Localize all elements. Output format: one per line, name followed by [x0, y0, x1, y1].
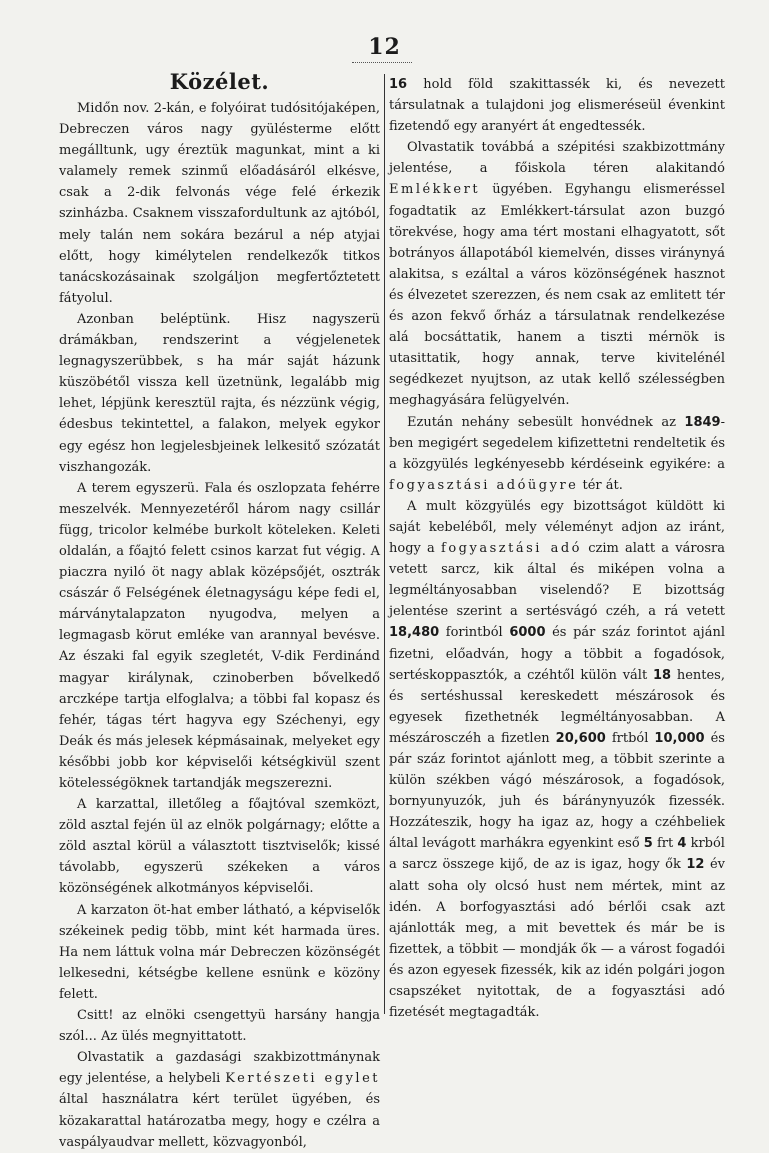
spaced-name: Kertészeti egylet	[225, 1071, 380, 1087]
text-run: Olvastatik továbbá a szépitési szakbizottmány jelentése, a főiskola téren alakitandó	[389, 140, 725, 177]
text-run: és pár száz forintot ajánlott meg, a többit szerinte a külön székben vágó mészárosok, a fogadósok, bornyunyuzók, juh és báránynyuzók fizessék. Hozzáteszik, hogy ha igaz az, hogy a czéhbeliek által levágott marhákra egyenkint eső	[389, 730, 725, 852]
text-run: frt	[656, 836, 674, 852]
column-divider	[384, 74, 385, 1014]
paragraph	[389, 412, 725, 496]
paragraph	[389, 137, 725, 411]
text-run: ügyében. Egyhangu elismeréssel fogadtatik az Emlékkert-társulat azon buzgó törekvése, hogy ama tért mostani elhagyatott, sőt botrányos állapotából kiemelvén, disses viránynyá alakitsa, s ezáltal a város közönségének hasznot és élvezetet szerezzen, és nem csak az emlitett tér és azon fekvő őrház a társulatnak rendelkezése alá bocsáttatik, hanem a tiszti mérnök is utasittatik, hogy annak, terve kivitelénél segédkezet nyujtson, az utak kellő szélességben meghagyására felügyelvén.	[389, 182, 725, 409]
text-run: czim alatt a városra vetett sarcz, kik által és miképen volna a legméltányosabban viselendő? E bizottság jelentése szerint a sertésvágó czéh, a rá vetett	[389, 541, 725, 620]
number: 1849	[684, 414, 721, 430]
text-run: tér át.	[582, 477, 623, 493]
text-run: hold föld szakittassék ki, és nevezett társulatnak a tulajdoni jog elismeréseül évenkint fizetendő egy aranyért át engedtessék.	[389, 77, 725, 135]
number: 16	[389, 77, 408, 92]
number: 12	[686, 857, 705, 873]
text-run: és pár száz forintot ajánl fizetni, előadván, hogy a többit a fogadósok, sertéskoppasztók, a czéhtől külön vált	[389, 625, 725, 683]
left-column	[59, 68, 380, 1153]
paragraph: A terem egyszerü. Fala és oszlopzata fehérre meszelvék. Mennyezetéről három nagy csillár függ, tricolor kelmébe burkolt köteleken. Keleti oldalán, a főajtó felett csinos karzat fut végig. A piaczra nyiló öt nagy ablak középsőjét, osztrák császár ő Felségének életnagyságu képe fedi el, márványtalapzaton nyugodva, melyen a legmagasb körut emléke van arannyal bevésve. Az északi fal egyik szegletét, V-dik Ferdinánd magyar királynak, czinoberben bővelkedő arczképe tartja elfoglalva; a többi fal kopasz és fehér, tágas tért hagyva egy Széchenyi, egy Deák és más jelesek képmásainak, melyeket egy későbbi jobb kor képviselői kétségkivül szent kötelességöknek tartandják megszerezni.	[59, 480, 380, 791]
paragraph: Csitt! az elnöki csengettyü harsány hangja szól... Az ülés megnyittatott.	[59, 1008, 380, 1045]
text-run: hentes, és sertéshussal kereskedett mészárosok és egyesek fizethetnék legméltányosabban. A mészárosczéh a fizetlen	[389, 667, 725, 746]
text-run: frtból	[611, 730, 649, 746]
paragraph: Azonban beléptünk. Hisz nagyszerü drámákban, rendszerint a végjelenetek legnagyszerübbek, s ha már saját házunk küszöbétől vissza kell üzetnünk, legalább mig lehet, lépjünk keresztül rajta, és nézzünk végig, édesbus tekintettel, a falakon, melyek egykor egy egész hon legjelesbjeinek lelkesitő szózatát viszhangozák.	[59, 311, 380, 475]
number: 20,600	[555, 730, 606, 746]
text-run: A mult közgyülés egy bizottságot küldött ki saját kebeléből, mely véleményt adjon az iránt, hogy a	[389, 498, 725, 557]
paragraph: A karzaton öt-hat ember látható, a képviselők székeinek pedig több, mint két harmada üres. Ha nem láttuk volna már Debreczen közönségét lelkesedni, kétségbe kellene esnünk e közöny felett.	[59, 902, 380, 1002]
number: 6000	[509, 625, 546, 641]
paragraph	[389, 74, 725, 137]
number: 18	[652, 667, 672, 683]
right-column	[389, 74, 725, 1023]
number: 4	[677, 836, 687, 852]
paragraph: Midőn nov. 2-kán, e folyóirat tudósitójaképen, Debreczen város nagy gyülésterme előtt megálltunk, ugy éreztük magunkat, mint a ki valamely remek szinmű előadásáról elkésve, csak a 2-dik felvonás vége felé érkezik szinházba. Csaknem visszafordultunk az ajtóból, mely talán nem sokára bezárul a nép atyjai előtt, hogy kimélytelen rendelkezők titkos tanácskozásainak szolgáljon megfertőztetett fátyolul.	[59, 101, 380, 306]
spaced-term: fogyasztási adó	[441, 541, 582, 557]
text-run: év alatt soha oly olcsó hust nem mértek, mint az idén. A borfogyasztási adó bérlői csak azt ajánlották meg, a mit bevettek és már be is fizettek, a többit — mondják ők — a várost fogadói és azon egyesek fizessék, kik az idén polgári jogon csapszéket nyitottak, de a fogyasztási adó fizetését megtagadták.	[389, 857, 726, 1021]
spaced-term: fogyasztási adóügyre	[389, 477, 579, 493]
page-number: 12	[368, 34, 401, 60]
text-run: Olvastatik a gazdasági szakbizottmánynak egy jelentése, a helybeli	[59, 1050, 380, 1087]
text-run: forintból	[445, 625, 503, 641]
paragraph	[389, 496, 725, 1023]
section-title: Közélet.	[169, 69, 270, 94]
spaced-name: Emlékkert	[389, 182, 481, 198]
text-run: Ezután nehány sebesült honvédnek az	[407, 414, 676, 430]
text-run: -ben megigért segedelem kifizettetni rendeltetik és a közgyülés legkényesebb kérdéseink egyikére: a	[389, 414, 725, 472]
text-run: krból a sarcz összege kijő, de az is igaz, hogy ők	[389, 836, 725, 873]
text-run: által használatra kért terület ügyében, és közakarattal határozatba megy, hogy e czélra a vaspályaudvar mellett, közvagyonból,	[59, 1092, 380, 1150]
number: 5	[643, 836, 653, 852]
paragraph	[59, 1047, 380, 1152]
paragraph: A karzattal, illetőleg a főajtóval szemközt, zöld asztal fején ül az elnök polgárnagy; előtte a zöld asztal körül a választott tisztviselők; kissé távolabb, egyszerü székeken a város közönségének alkotmányos képviselői.	[59, 797, 380, 897]
page-number-rule	[352, 62, 412, 63]
number: 10,000	[654, 730, 705, 746]
number: 18,480	[389, 625, 440, 641]
